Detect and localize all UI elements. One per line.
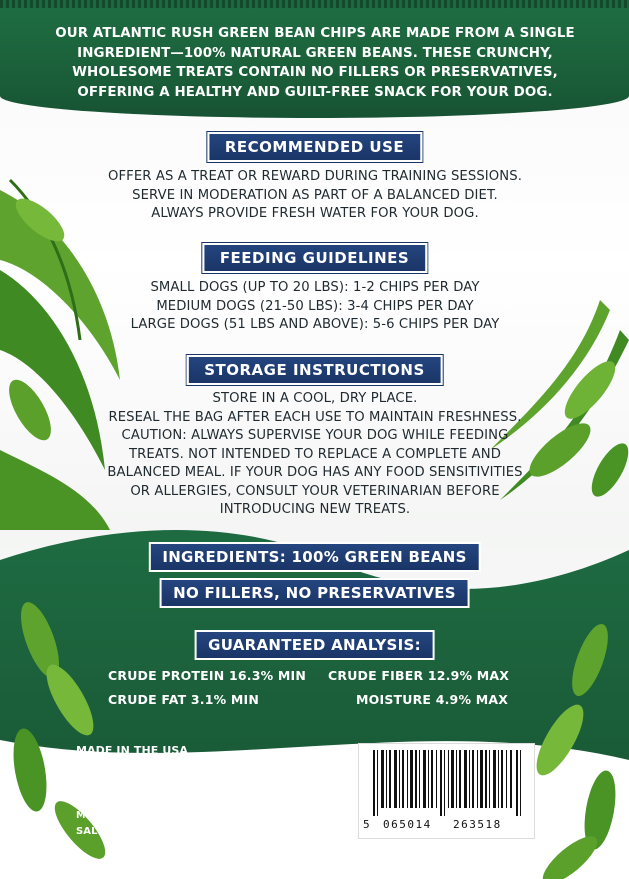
green-bean-illustration-bottom-right — [520, 600, 629, 879]
feeding-guidelines-text — [60, 279, 570, 335]
recommended-use-line: SERVE IN MODERATION AS PART OF A BALANCED DIET. — [132, 187, 498, 203]
moisture-value: MOISTURE 4.9% MAX — [356, 692, 509, 707]
ingredients-badge: INGREDIENTS: 100% GREEN BEANS — [148, 542, 480, 572]
storage-instruction-line: CAUTION: ALWAYS SUPERVISE YOUR DOG WHILE FEEDING — [121, 428, 509, 443]
made-in-usa: MADE IN THE USA — [76, 744, 188, 757]
recommended-use-heading: RECOMMENDED USE — [207, 132, 422, 162]
sales-email: SALES@MIDATLANTICRETAILDISTRIBUTION.COM — [76, 826, 350, 837]
feeding-guideline-line: MEDIUM DOGS (21-50 LBS): 3-4 CHIPS PER DAY — [156, 298, 474, 314]
recommended-use-line: OFFER AS A TREAT OR REWARD DURING TRAINING SESSIONS. — [107, 169, 522, 184]
barcode — [358, 743, 535, 839]
distributed-by-label: DISTRIBUTED BY: — [76, 770, 184, 783]
storage-instruction-line: STORE IN A COOL, DRY PLACE. — [212, 391, 418, 406]
feeding-guidelines-heading: FEEDING GUIDELINES — [202, 243, 427, 273]
barcode-right-group: 263518 — [453, 818, 502, 831]
storage-instructions-heading: STORAGE INSTRUCTIONS — [186, 355, 443, 385]
storage-instruction-line: TREATS. NOT INTENDED TO REPLACE A COMPLETE AND — [129, 446, 501, 462]
company-address: MYRTLE BEACH, SC 29577 — [76, 810, 217, 821]
recommended-use-text — [60, 168, 570, 224]
crude-fat-value: CRUDE FAT 3.1% MIN — [108, 692, 260, 707]
barcode-first-digit: 5 — [363, 818, 372, 831]
crude-protein-value: CRUDE PROTEIN 16.3% MIN — [108, 668, 307, 683]
feeding-guideline-line: LARGE DOGS (51 LBS AND ABOVE): 5-6 CHIPS PER DAY — [130, 317, 500, 332]
no-fillers-badge: NO FILLERS, NO PRESERVATIVES — [159, 578, 470, 608]
feeding-guideline-line: SMALL DOGS (UP TO 20 LBS): 1-2 CHIPS PER DAY — [150, 280, 480, 295]
storage-instruction-line: OR ALLERGIES, CONSULT YOUR VETERINARIAN BEFORE — [130, 483, 500, 499]
bag-seal-edge — [0, 0, 629, 8]
barcode-left-group: 065014 — [383, 818, 432, 831]
storage-instruction-line: INTRODUCING NEW TREATS. — [219, 502, 411, 517]
crude-fiber-value: CRUDE FIBER 12.9% MAX — [328, 668, 510, 683]
recommended-use-line: ALWAYS PROVIDE FRESH WATER FOR YOUR DOG. — [151, 206, 479, 221]
company-name: ATLANTIC RUSH — [76, 793, 162, 804]
product-intro-text: OUR ATLANTIC RUSH GREEN BEAN CHIPS ARE MADE FROM A SINGLE INGREDIENT—100% NATURAL GREEN BEANS. THESE CRUNCHY, WHOLESOME TREATS CONTAIN NO FILLERS OR PRESERVATIVES, OFFERING A HEALTHY AND GUILT-FREE SNACK FOR YOUR DOG. — [55, 26, 575, 100]
storage-instruction-line: BALANCED MEAL. IF YOUR DOG HAS ANY FOOD SENSITIVITIES — [107, 465, 523, 480]
storage-instruction-line: RESEAL THE BAG AFTER EACH USE TO MAINTAIN FRESHNESS. — [108, 409, 522, 425]
barcode-bars — [373, 750, 523, 816]
storage-instructions-text — [60, 390, 570, 520]
guaranteed-analysis-heading: GUARANTEED ANALYSIS: — [194, 630, 435, 660]
